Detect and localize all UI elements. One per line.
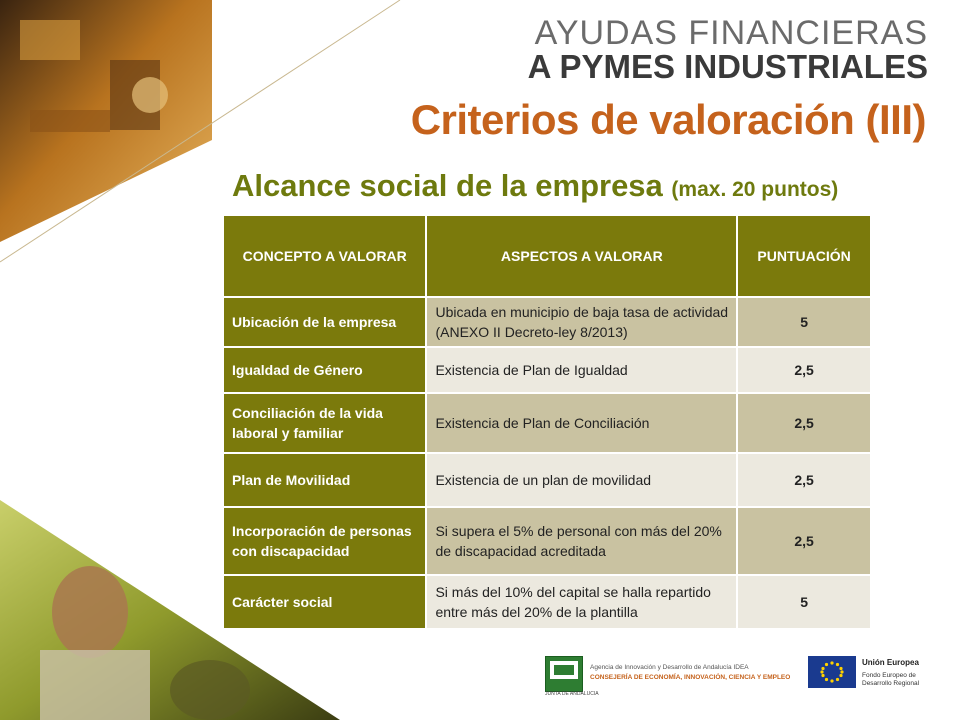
row-concept: Igualdad de Género bbox=[224, 347, 426, 393]
row-concept: Incorporación de personas con discapacidad bbox=[224, 507, 426, 575]
eu-title: Unión Europea bbox=[862, 658, 919, 667]
consejeria-name: CONSEJERÍA DE ECONOMÍA, INNOVACIÓN, CIENCIA Y EMPLEO bbox=[590, 674, 791, 681]
agency-name: Agencia de Innovación y Desarrollo de Andalucía IDEA bbox=[590, 664, 749, 671]
row-aspect: Existencia de Plan de Conciliación bbox=[426, 393, 737, 453]
row-score: 2,5 bbox=[737, 393, 871, 453]
header-line-1: AYUDAS FINANCIERAS bbox=[534, 14, 928, 52]
criteria-table bbox=[224, 216, 872, 630]
table-header-row bbox=[224, 216, 871, 297]
subtitle-main: Alcance social de la empresa bbox=[232, 168, 663, 203]
row-score: 2,5 bbox=[737, 347, 871, 393]
junta-emblem-icon bbox=[546, 657, 582, 691]
row-aspect: Existencia de Plan de Igualdad bbox=[426, 347, 737, 393]
row-concept: Ubicación de la empresa bbox=[224, 297, 426, 347]
eu-fund-line2: Desarrollo Regional bbox=[862, 680, 920, 687]
table-row bbox=[224, 347, 871, 393]
eu-stars-icon bbox=[808, 656, 856, 688]
table-row bbox=[224, 297, 871, 347]
subtitle-note: (max. 20 puntos) bbox=[671, 178, 839, 201]
row-aspect: Si más del 10% del capital se halla repartido entre más del 20% de la plantilla bbox=[426, 575, 737, 629]
table-row bbox=[224, 507, 871, 575]
junta-andalucia-logo bbox=[545, 656, 583, 692]
table-row bbox=[224, 393, 871, 453]
table-row bbox=[224, 453, 871, 507]
row-concept: Carácter social bbox=[224, 575, 426, 629]
row-aspect: Existencia de un plan de movilidad bbox=[426, 453, 737, 507]
section-subtitle bbox=[232, 168, 838, 204]
header-aspect: ASPECTOS A VALORAR bbox=[426, 216, 737, 297]
row-score: 5 bbox=[737, 575, 871, 629]
eu-fund-line1: Fondo Europeo de bbox=[862, 672, 916, 679]
row-concept: Conciliación de la vida laboral y familiar bbox=[224, 393, 426, 453]
row-score: 2,5 bbox=[737, 453, 871, 507]
table-row bbox=[224, 575, 871, 629]
row-score: 2,5 bbox=[737, 507, 871, 575]
row-score: 5 bbox=[737, 297, 871, 347]
row-concept: Plan de Movilidad bbox=[224, 453, 426, 507]
page-title: Criterios de valoración (III) bbox=[410, 96, 926, 143]
row-aspect: Ubicada en municipio de baja tasa de actividad (ANEXO II Decreto-ley 8/2013) bbox=[426, 297, 737, 347]
header-concept: CONCEPTO A VALORAR bbox=[224, 216, 426, 297]
row-aspect: Si supera el 5% de personal con más del 20% de discapacidad acreditada bbox=[426, 507, 737, 575]
header-score: PUNTUACIÓN bbox=[737, 216, 871, 297]
eu-flag-logo bbox=[808, 656, 856, 688]
junta-label: JUNTA DE ANDALUCIA bbox=[545, 691, 599, 697]
header-line-2: A PYMES INDUSTRIALES bbox=[527, 48, 928, 85]
